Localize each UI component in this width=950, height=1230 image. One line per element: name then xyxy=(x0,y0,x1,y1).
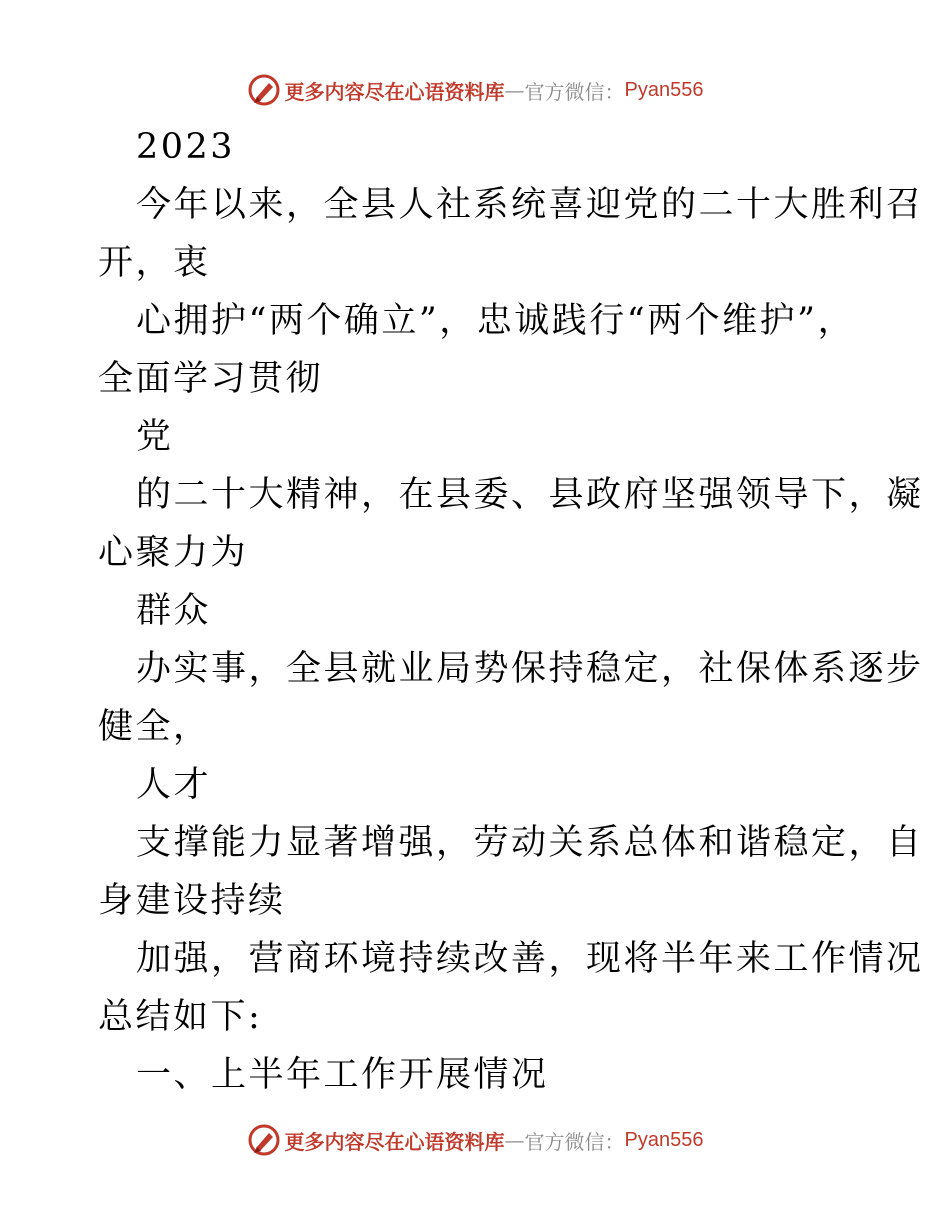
text-line: 加强，营商环境持续改善，现将半年来工作情况 xyxy=(136,939,924,979)
text-line: 心拥护“两个确立”，忠诚践行“两个维护”， xyxy=(136,301,856,341)
banner-wechat-id: Pyan556 xyxy=(624,78,704,101)
text-line: 的二十大精神，在县委、县政府坚强领导下，凝 xyxy=(136,475,924,515)
text-line: 健全， xyxy=(98,707,211,747)
banner-wechat-id: Pyan556 xyxy=(624,1128,704,1151)
banner-separator: — xyxy=(504,78,525,102)
text-line: 全面学习贯彻 xyxy=(98,359,324,399)
pen-logo-icon xyxy=(247,1123,281,1157)
banner-text: 更多内容尽在心语资料库 xyxy=(284,79,505,104)
text-line: 身建设持续 xyxy=(98,881,286,921)
banner-text: 更多内容尽在心语资料库 xyxy=(284,1129,505,1154)
section-heading: 一、上半年工作开展情况 xyxy=(136,1055,549,1095)
footer-banner xyxy=(0,1120,950,1160)
text-line: 群众 xyxy=(136,591,212,631)
text-line: 人才 xyxy=(136,765,212,805)
pen-logo-icon xyxy=(247,73,281,107)
text-line: 支撑能力显著增强，劳动关系总体和谐稳定，自 xyxy=(136,823,924,863)
banner-wechat-label: 官方微信： xyxy=(524,79,625,104)
text-line: 2023 xyxy=(136,127,236,167)
banner-wechat-label: 官方微信： xyxy=(524,1129,625,1154)
text-line: 开，衷 xyxy=(98,243,211,283)
text-line: 党 xyxy=(136,417,174,457)
text-line: 心聚力为 xyxy=(98,533,249,573)
document-body xyxy=(98,118,924,1104)
banner-separator: — xyxy=(504,1128,525,1152)
header-banner xyxy=(0,70,950,110)
text-line: 办实事，全县就业局势保持稳定，社保体系逐步 xyxy=(136,649,924,689)
text-line: 今年以来，全县人社系统喜迎党的二十大胜利召 xyxy=(136,185,924,225)
text-line: 总结如下: xyxy=(98,997,263,1037)
